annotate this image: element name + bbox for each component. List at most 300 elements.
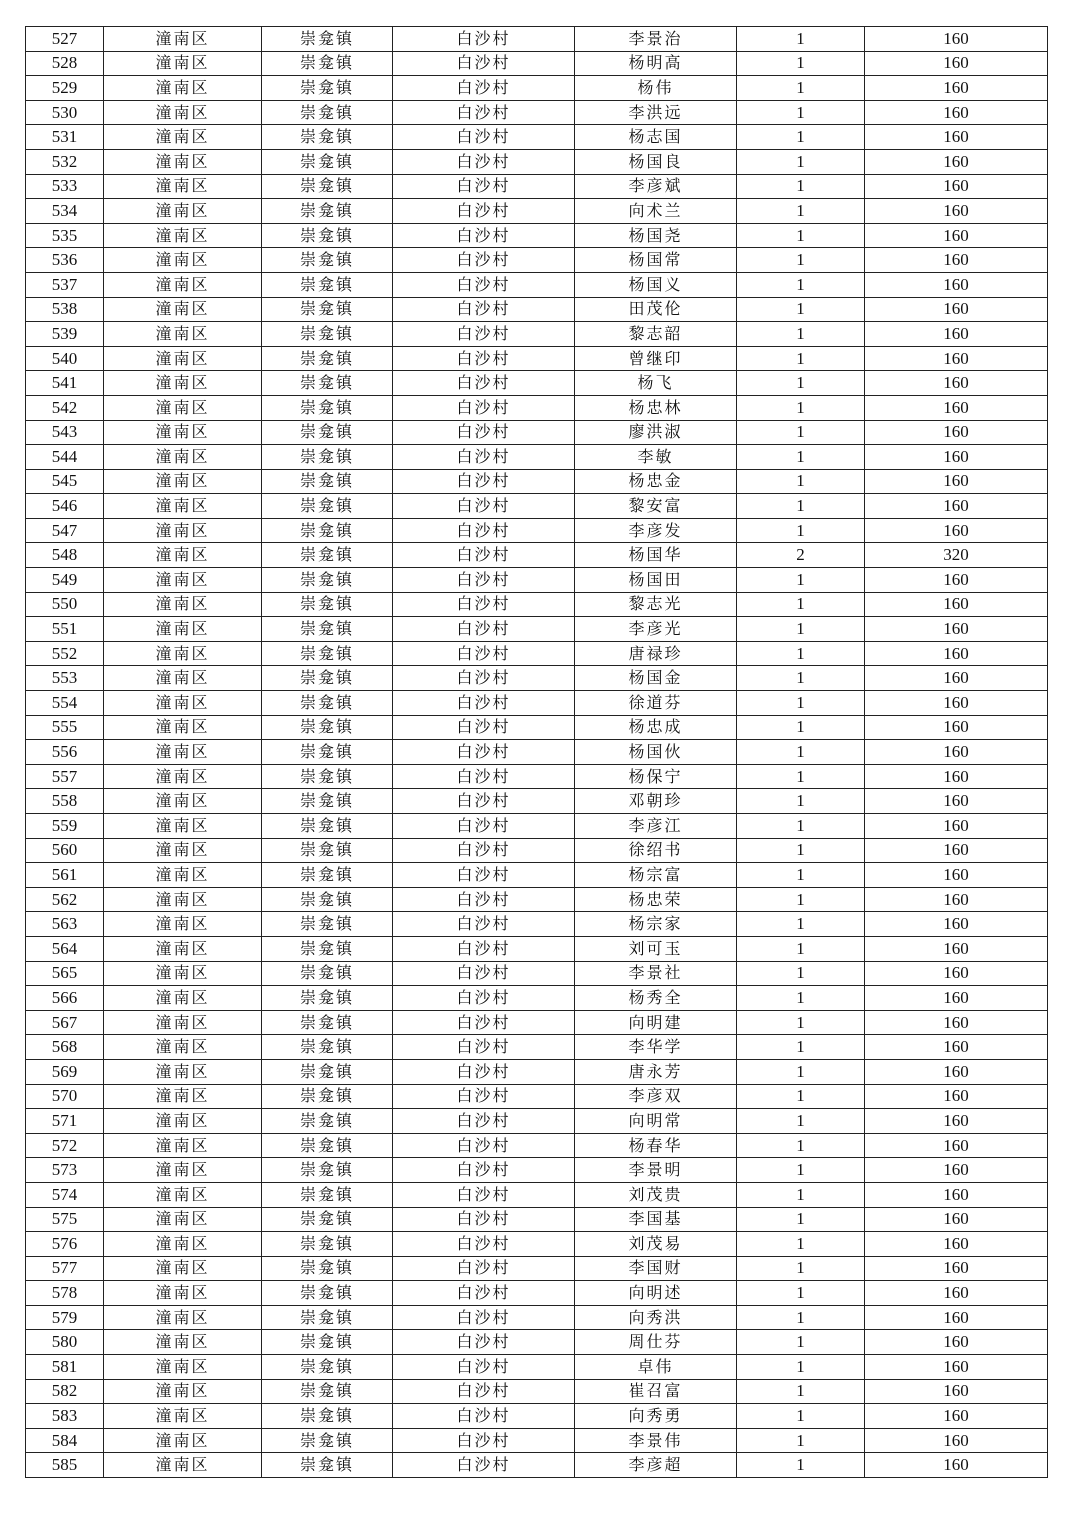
district-cell: 潼南区 — [104, 1109, 262, 1134]
name-cell: 杨国金 — [575, 666, 737, 691]
count-cell: 1 — [737, 912, 865, 937]
row-number-cell: 538 — [26, 297, 104, 322]
row-number-cell: 578 — [26, 1281, 104, 1306]
village-cell: 白沙村 — [393, 1281, 575, 1306]
district-cell: 潼南区 — [104, 764, 262, 789]
town-cell: 崇龛镇 — [262, 1428, 393, 1453]
village-cell: 白沙村 — [393, 469, 575, 494]
town-cell: 崇龛镇 — [262, 838, 393, 863]
district-cell: 潼南区 — [104, 223, 262, 248]
table-row — [26, 1453, 1048, 1478]
district-cell: 潼南区 — [104, 838, 262, 863]
village-cell: 白沙村 — [393, 1379, 575, 1404]
district-cell: 潼南区 — [104, 936, 262, 961]
row-number-cell: 555 — [26, 715, 104, 740]
row-number-cell: 571 — [26, 1109, 104, 1134]
town-cell: 崇龛镇 — [262, 936, 393, 961]
name-cell: 杨国尧 — [575, 223, 737, 248]
amount-cell: 160 — [865, 322, 1048, 347]
row-number-cell: 576 — [26, 1232, 104, 1257]
name-cell: 向术兰 — [575, 199, 737, 224]
amount-cell: 160 — [865, 346, 1048, 371]
amount-cell: 160 — [865, 223, 1048, 248]
name-cell: 李国基 — [575, 1207, 737, 1232]
table-row — [26, 223, 1048, 248]
district-cell: 潼南区 — [104, 51, 262, 76]
name-cell: 杨飞 — [575, 371, 737, 396]
town-cell: 崇龛镇 — [262, 543, 393, 568]
amount-cell: 160 — [865, 1379, 1048, 1404]
table-row — [26, 666, 1048, 691]
town-cell: 崇龛镇 — [262, 518, 393, 543]
name-cell: 向明建 — [575, 1010, 737, 1035]
amount-cell: 160 — [865, 641, 1048, 666]
row-number-cell: 549 — [26, 568, 104, 593]
table-row — [26, 568, 1048, 593]
district-cell: 潼南区 — [104, 691, 262, 716]
row-number-cell: 547 — [26, 518, 104, 543]
district-cell: 潼南区 — [104, 986, 262, 1011]
town-cell: 崇龛镇 — [262, 715, 393, 740]
count-cell: 1 — [737, 641, 865, 666]
town-cell: 崇龛镇 — [262, 223, 393, 248]
table-row — [26, 740, 1048, 765]
village-cell: 白沙村 — [393, 568, 575, 593]
district-cell: 潼南区 — [104, 961, 262, 986]
village-cell: 白沙村 — [393, 764, 575, 789]
village-cell: 白沙村 — [393, 494, 575, 519]
district-cell: 潼南区 — [104, 666, 262, 691]
table-row — [26, 174, 1048, 199]
name-cell: 李敏 — [575, 445, 737, 470]
name-cell: 李景社 — [575, 961, 737, 986]
town-cell: 崇龛镇 — [262, 371, 393, 396]
village-cell: 白沙村 — [393, 27, 575, 52]
row-number-cell: 560 — [26, 838, 104, 863]
town-cell: 崇龛镇 — [262, 1010, 393, 1035]
district-cell: 潼南区 — [104, 740, 262, 765]
row-number-cell: 533 — [26, 174, 104, 199]
amount-cell: 160 — [865, 518, 1048, 543]
town-cell: 崇龛镇 — [262, 1404, 393, 1429]
village-cell: 白沙村 — [393, 887, 575, 912]
name-cell: 杨秀全 — [575, 986, 737, 1011]
row-number-cell: 580 — [26, 1330, 104, 1355]
amount-cell: 160 — [865, 469, 1048, 494]
town-cell: 崇龛镇 — [262, 1035, 393, 1060]
amount-cell: 160 — [865, 863, 1048, 888]
amount-cell: 160 — [865, 1084, 1048, 1109]
district-cell: 潼南区 — [104, 100, 262, 125]
town-cell: 崇龛镇 — [262, 445, 393, 470]
row-number-cell: 570 — [26, 1084, 104, 1109]
row-number-cell: 554 — [26, 691, 104, 716]
row-number-cell: 577 — [26, 1256, 104, 1281]
amount-cell: 160 — [865, 1133, 1048, 1158]
table-row — [26, 887, 1048, 912]
town-cell: 崇龛镇 — [262, 568, 393, 593]
table-row — [26, 691, 1048, 716]
table-row — [26, 715, 1048, 740]
name-cell: 杨国华 — [575, 543, 737, 568]
village-cell: 白沙村 — [393, 838, 575, 863]
village-cell: 白沙村 — [393, 715, 575, 740]
district-cell: 潼南区 — [104, 863, 262, 888]
table-row — [26, 1232, 1048, 1257]
count-cell: 1 — [737, 789, 865, 814]
district-cell: 潼南区 — [104, 1207, 262, 1232]
count-cell: 1 — [737, 100, 865, 125]
town-cell: 崇龛镇 — [262, 1330, 393, 1355]
name-cell: 李景治 — [575, 27, 737, 52]
district-cell: 潼南区 — [104, 1428, 262, 1453]
district-cell: 潼南区 — [104, 395, 262, 420]
district-cell: 潼南区 — [104, 543, 262, 568]
count-cell: 1 — [737, 1035, 865, 1060]
amount-cell: 160 — [865, 1428, 1048, 1453]
row-number-cell: 546 — [26, 494, 104, 519]
count-cell: 1 — [737, 1084, 865, 1109]
count-cell: 1 — [737, 1355, 865, 1380]
amount-cell: 160 — [865, 149, 1048, 174]
name-cell: 杨伟 — [575, 76, 737, 101]
amount-cell: 160 — [865, 617, 1048, 642]
count-cell: 1 — [737, 1158, 865, 1183]
row-number-cell: 536 — [26, 248, 104, 273]
name-cell: 杨忠林 — [575, 395, 737, 420]
count-cell: 1 — [737, 1232, 865, 1257]
district-cell: 潼南区 — [104, 592, 262, 617]
table-row — [26, 199, 1048, 224]
count-cell: 1 — [737, 1207, 865, 1232]
amount-cell: 160 — [865, 1453, 1048, 1478]
town-cell: 崇龛镇 — [262, 420, 393, 445]
name-cell: 向秀洪 — [575, 1305, 737, 1330]
table-row — [26, 814, 1048, 839]
count-cell: 1 — [737, 986, 865, 1011]
table-row — [26, 838, 1048, 863]
name-cell: 曾继印 — [575, 346, 737, 371]
amount-cell: 160 — [865, 248, 1048, 273]
amount-cell: 160 — [865, 125, 1048, 150]
district-cell: 潼南区 — [104, 27, 262, 52]
table-row — [26, 1355, 1048, 1380]
table-row — [26, 76, 1048, 101]
count-cell: 1 — [737, 568, 865, 593]
table-row — [26, 961, 1048, 986]
count-cell: 1 — [737, 395, 865, 420]
count-cell: 1 — [737, 740, 865, 765]
town-cell: 崇龛镇 — [262, 1355, 393, 1380]
table-row — [26, 1281, 1048, 1306]
village-cell: 白沙村 — [393, 1207, 575, 1232]
village-cell: 白沙村 — [393, 1035, 575, 1060]
name-cell: 李洪远 — [575, 100, 737, 125]
table-row — [26, 863, 1048, 888]
count-cell: 1 — [737, 346, 865, 371]
amount-cell: 160 — [865, 1035, 1048, 1060]
district-cell: 潼南区 — [104, 322, 262, 347]
count-cell: 1 — [737, 1453, 865, 1478]
district-cell: 潼南区 — [104, 1330, 262, 1355]
row-number-cell: 579 — [26, 1305, 104, 1330]
count-cell: 1 — [737, 1059, 865, 1084]
row-number-cell: 535 — [26, 223, 104, 248]
village-cell: 白沙村 — [393, 371, 575, 396]
amount-cell: 160 — [865, 76, 1048, 101]
amount-cell: 160 — [865, 371, 1048, 396]
district-cell: 潼南区 — [104, 297, 262, 322]
district-cell: 潼南区 — [104, 1379, 262, 1404]
town-cell: 崇龛镇 — [262, 125, 393, 150]
name-cell: 向明常 — [575, 1109, 737, 1134]
district-cell: 潼南区 — [104, 789, 262, 814]
row-number-cell: 539 — [26, 322, 104, 347]
row-number-cell: 527 — [26, 27, 104, 52]
name-cell: 杨国常 — [575, 248, 737, 273]
row-number-cell: 568 — [26, 1035, 104, 1060]
town-cell: 崇龛镇 — [262, 986, 393, 1011]
row-number-cell: 550 — [26, 592, 104, 617]
district-cell: 潼南区 — [104, 371, 262, 396]
village-cell: 白沙村 — [393, 986, 575, 1011]
district-cell: 潼南区 — [104, 445, 262, 470]
district-cell: 潼南区 — [104, 518, 262, 543]
district-cell: 潼南区 — [104, 1182, 262, 1207]
village-cell: 白沙村 — [393, 1059, 575, 1084]
name-cell: 杨国伙 — [575, 740, 737, 765]
table-row — [26, 322, 1048, 347]
name-cell: 李华学 — [575, 1035, 737, 1060]
amount-cell: 160 — [865, 789, 1048, 814]
count-cell: 1 — [737, 764, 865, 789]
amount-cell: 160 — [865, 715, 1048, 740]
village-cell: 白沙村 — [393, 691, 575, 716]
name-cell: 杨宗富 — [575, 863, 737, 888]
count-cell: 1 — [737, 371, 865, 396]
town-cell: 崇龛镇 — [262, 592, 393, 617]
village-cell: 白沙村 — [393, 297, 575, 322]
count-cell: 2 — [737, 543, 865, 568]
amount-cell: 160 — [865, 420, 1048, 445]
row-number-cell: 551 — [26, 617, 104, 642]
amount-cell: 160 — [865, 1305, 1048, 1330]
amount-cell: 160 — [865, 1182, 1048, 1207]
district-cell: 潼南区 — [104, 1084, 262, 1109]
row-number-cell: 545 — [26, 469, 104, 494]
village-cell: 白沙村 — [393, 543, 575, 568]
town-cell: 崇龛镇 — [262, 666, 393, 691]
count-cell: 1 — [737, 125, 865, 150]
table-row — [26, 641, 1048, 666]
amount-cell: 160 — [865, 445, 1048, 470]
village-cell: 白沙村 — [393, 789, 575, 814]
town-cell: 崇龛镇 — [262, 174, 393, 199]
count-cell: 1 — [737, 1281, 865, 1306]
village-cell: 白沙村 — [393, 1404, 575, 1429]
village-cell: 白沙村 — [393, 863, 575, 888]
town-cell: 崇龛镇 — [262, 1305, 393, 1330]
amount-cell: 160 — [865, 740, 1048, 765]
count-cell: 1 — [737, 887, 865, 912]
table-row — [26, 1404, 1048, 1429]
count-cell: 1 — [737, 1109, 865, 1134]
amount-cell: 160 — [865, 1207, 1048, 1232]
town-cell: 崇龛镇 — [262, 199, 393, 224]
row-number-cell: 541 — [26, 371, 104, 396]
village-cell: 白沙村 — [393, 272, 575, 297]
name-cell: 李彦超 — [575, 1453, 737, 1478]
district-cell: 潼南区 — [104, 1256, 262, 1281]
name-cell: 刘茂易 — [575, 1232, 737, 1257]
name-cell: 向秀勇 — [575, 1404, 737, 1429]
town-cell: 崇龛镇 — [262, 641, 393, 666]
row-number-cell: 561 — [26, 863, 104, 888]
town-cell: 崇龛镇 — [262, 1256, 393, 1281]
village-cell: 白沙村 — [393, 1232, 575, 1257]
table-row — [26, 371, 1048, 396]
amount-cell: 160 — [865, 199, 1048, 224]
row-number-cell: 564 — [26, 936, 104, 961]
amount-cell: 160 — [865, 1404, 1048, 1429]
town-cell: 崇龛镇 — [262, 1158, 393, 1183]
name-cell: 杨春华 — [575, 1133, 737, 1158]
row-number-cell: 543 — [26, 420, 104, 445]
count-cell: 1 — [737, 1256, 865, 1281]
row-number-cell: 529 — [26, 76, 104, 101]
data-table — [25, 26, 1048, 1478]
table-row — [26, 1084, 1048, 1109]
row-number-cell: 537 — [26, 272, 104, 297]
count-cell: 1 — [737, 27, 865, 52]
table-row — [26, 518, 1048, 543]
district-cell: 潼南区 — [104, 174, 262, 199]
town-cell: 崇龛镇 — [262, 1207, 393, 1232]
village-cell: 白沙村 — [393, 666, 575, 691]
count-cell: 1 — [737, 691, 865, 716]
table-row — [26, 420, 1048, 445]
count-cell: 1 — [737, 494, 865, 519]
village-cell: 白沙村 — [393, 1453, 575, 1478]
district-cell: 潼南区 — [104, 149, 262, 174]
amount-cell: 160 — [865, 838, 1048, 863]
table-row — [26, 789, 1048, 814]
name-cell: 刘茂贵 — [575, 1182, 737, 1207]
district-cell: 潼南区 — [104, 1059, 262, 1084]
district-cell: 潼南区 — [104, 125, 262, 150]
table-row — [26, 1379, 1048, 1404]
row-number-cell: 582 — [26, 1379, 104, 1404]
table-row — [26, 1428, 1048, 1453]
district-cell: 潼南区 — [104, 1355, 262, 1380]
count-cell: 1 — [737, 1330, 865, 1355]
town-cell: 崇龛镇 — [262, 1379, 393, 1404]
count-cell: 1 — [737, 1133, 865, 1158]
district-cell: 潼南区 — [104, 1232, 262, 1257]
village-cell: 白沙村 — [393, 814, 575, 839]
name-cell: 杨忠荣 — [575, 887, 737, 912]
count-cell: 1 — [737, 469, 865, 494]
row-number-cell: 558 — [26, 789, 104, 814]
town-cell: 崇龛镇 — [262, 1109, 393, 1134]
amount-cell: 160 — [865, 395, 1048, 420]
name-cell: 杨国良 — [575, 149, 737, 174]
table-row — [26, 27, 1048, 52]
name-cell: 唐禄珍 — [575, 641, 737, 666]
name-cell: 周仕芬 — [575, 1330, 737, 1355]
village-cell: 白沙村 — [393, 912, 575, 937]
village-cell: 白沙村 — [393, 1158, 575, 1183]
table-row — [26, 395, 1048, 420]
name-cell: 李彦发 — [575, 518, 737, 543]
name-cell: 杨宗家 — [575, 912, 737, 937]
count-cell: 1 — [737, 715, 865, 740]
village-cell: 白沙村 — [393, 1182, 575, 1207]
town-cell: 崇龛镇 — [262, 51, 393, 76]
amount-cell: 160 — [865, 100, 1048, 125]
town-cell: 崇龛镇 — [262, 1281, 393, 1306]
row-number-cell: 552 — [26, 641, 104, 666]
row-number-cell: 530 — [26, 100, 104, 125]
table-row — [26, 912, 1048, 937]
table-row — [26, 469, 1048, 494]
row-number-cell: 528 — [26, 51, 104, 76]
table-row — [26, 494, 1048, 519]
amount-cell: 160 — [865, 1158, 1048, 1183]
village-cell: 白沙村 — [393, 518, 575, 543]
table-row — [26, 100, 1048, 125]
row-number-cell: 573 — [26, 1158, 104, 1183]
row-number-cell: 581 — [26, 1355, 104, 1380]
town-cell: 崇龛镇 — [262, 863, 393, 888]
town-cell: 崇龛镇 — [262, 1133, 393, 1158]
row-number-cell: 569 — [26, 1059, 104, 1084]
town-cell: 崇龛镇 — [262, 346, 393, 371]
row-number-cell: 556 — [26, 740, 104, 765]
row-number-cell: 544 — [26, 445, 104, 470]
table-row — [26, 1059, 1048, 1084]
district-cell: 潼南区 — [104, 912, 262, 937]
row-number-cell: 542 — [26, 395, 104, 420]
count-cell: 1 — [737, 838, 865, 863]
village-cell: 白沙村 — [393, 1133, 575, 1158]
town-cell: 崇龛镇 — [262, 1059, 393, 1084]
count-cell: 1 — [737, 592, 865, 617]
village-cell: 白沙村 — [393, 1010, 575, 1035]
name-cell: 李彦江 — [575, 814, 737, 839]
row-number-cell: 575 — [26, 1207, 104, 1232]
town-cell: 崇龛镇 — [262, 1182, 393, 1207]
amount-cell: 160 — [865, 592, 1048, 617]
count-cell: 1 — [737, 445, 865, 470]
town-cell: 崇龛镇 — [262, 789, 393, 814]
village-cell: 白沙村 — [393, 1084, 575, 1109]
count-cell: 1 — [737, 149, 865, 174]
name-cell: 杨志国 — [575, 125, 737, 150]
count-cell: 1 — [737, 76, 865, 101]
amount-cell: 320 — [865, 543, 1048, 568]
count-cell: 1 — [737, 199, 865, 224]
district-cell: 潼南区 — [104, 641, 262, 666]
town-cell: 崇龛镇 — [262, 469, 393, 494]
town-cell: 崇龛镇 — [262, 395, 393, 420]
district-cell: 潼南区 — [104, 715, 262, 740]
name-cell: 李景伟 — [575, 1428, 737, 1453]
count-cell: 1 — [737, 617, 865, 642]
district-cell: 潼南区 — [104, 814, 262, 839]
name-cell: 杨忠金 — [575, 469, 737, 494]
village-cell: 白沙村 — [393, 961, 575, 986]
